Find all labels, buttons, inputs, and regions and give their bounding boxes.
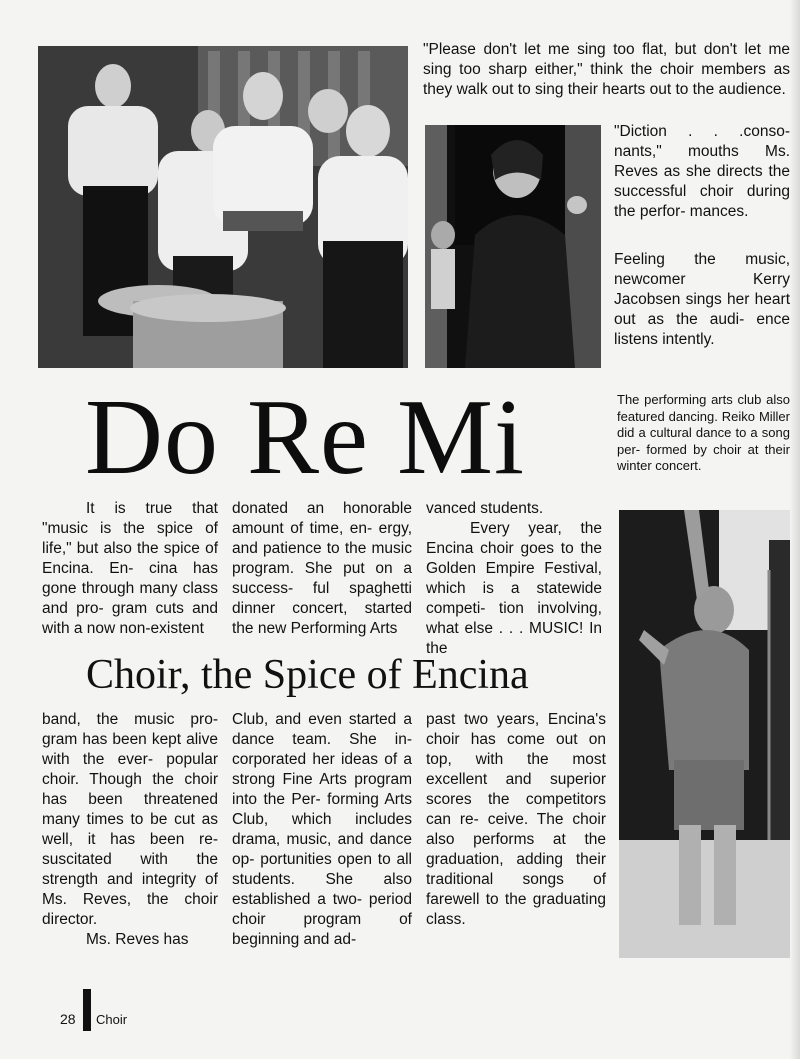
body-paragraph: donated an honorable amount of time, en- ergy, and patience to the music program. She put on a success- ful spaghetti dinner concert, started the new Performing Arts (232, 500, 412, 637)
body-paragraph: vanced students. (426, 500, 544, 517)
intro-caption: "Please don't let me sing too flat, but don't let me sing too sharp either," think the choir members as they walk out to sing their hearts out to the audience. (423, 41, 790, 98)
page-subtitle: Choir, the Spice of Encina (86, 652, 529, 698)
director-photo (425, 125, 601, 368)
diction-caption: "Diction . . .conso- nants," mouths Ms. Reves as she directs the successful choir during the perfor- mances. (614, 123, 790, 220)
page-number: 28 (60, 1011, 76, 1027)
body-col1-bottom (42, 710, 218, 950)
body-paragraph: band, the music pro- gram has been kept alive with the ever- popular choir. Though the choir has been threatened many times to be cut as well, it has been re- suscitated with the strength and integrity of Ms. Reves, the choir director. (42, 711, 218, 928)
body-col2-bottom (232, 710, 412, 950)
feeling-caption: Feeling the music, newcomer Kerry Jacobsen sings her heart out as the audi- ence listens intently. (614, 251, 790, 348)
choir-procession-photo (38, 46, 408, 368)
body-paragraph: Club, and even started a dance team. She in- corporated her ideas of a strong Fine Arts program into the Per- forming Arts Club, which includes drama, music, and dance op- portunities open to all students. She also established a two- period choir program of beginning and ad- (232, 711, 412, 948)
body-col3-top (426, 499, 602, 659)
folio-divider (83, 989, 91, 1031)
body-col3-bottom (426, 710, 606, 930)
body-paragraph: It is true that "music is the spice of life," but also the spice of Encina. En- cina has gone through many class and pro- gram cuts and with a now non-existent (42, 500, 218, 637)
body-paragraph: past two years, Encina's choir has come out on top, with the most excellent and superior scores the competitors can re- ceive. The choir also performs at the graduation, adding their traditional songs of farewell to the graduating class. (426, 711, 606, 928)
dancer-photo (619, 510, 790, 958)
page-title: Do Re Mi (85, 378, 525, 497)
dance-caption: The performing arts club also featured dancing. Reiko Miller did a cultural dance to a song per- formed by choir at their winter concert. (617, 392, 790, 473)
body-col1-top (42, 499, 218, 639)
section-label: Choir (96, 1012, 128, 1027)
page-edge-shadow (790, 0, 800, 1059)
body-paragraph: Every year, the Encina choir goes to the Golden Empire Festival, which is a statewide competi- tion involving, what else . . . MUSIC! In the (426, 520, 602, 657)
body-col2-top (232, 499, 412, 639)
body-paragraph: Ms. Reves has (86, 931, 189, 948)
